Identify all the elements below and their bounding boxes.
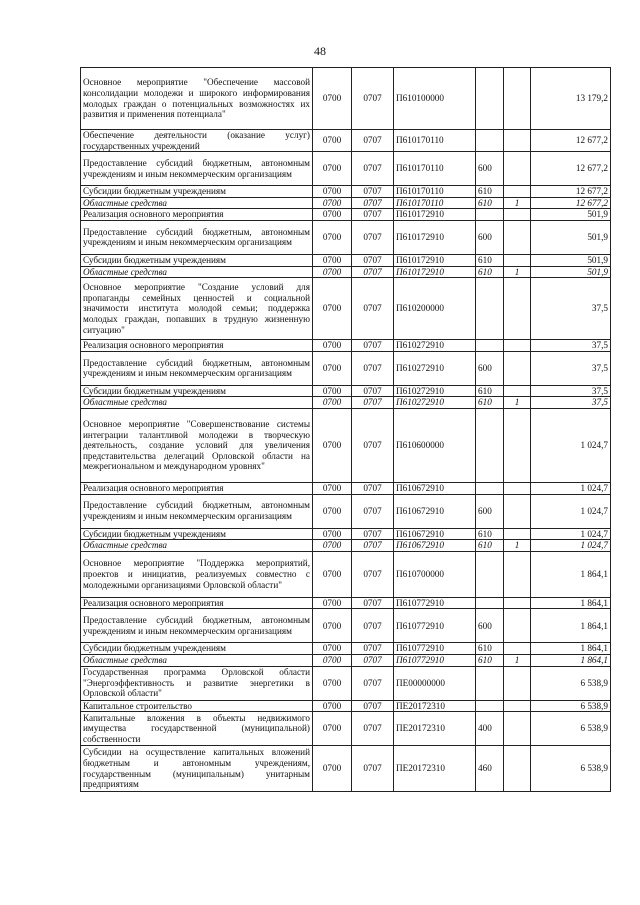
subsection-code-cell: 0707 — [352, 597, 394, 609]
amount-cell: 6 538,9 — [531, 700, 611, 712]
funding-source-cell: 1 — [504, 197, 531, 209]
funding-source-cell — [504, 351, 531, 385]
target-article-cell: П610672910 — [394, 540, 476, 552]
expense-type-cell — [476, 278, 504, 340]
table-row — [81, 654, 611, 666]
amount-cell: 12 677,2 — [531, 197, 611, 209]
expense-name-cell: Обеспечение деятельности (оказание услуг) государственных учреждений — [81, 130, 313, 152]
expense-type-cell: 600 — [476, 609, 504, 643]
table-row — [81, 351, 611, 385]
subsection-code-cell: 0707 — [352, 540, 394, 552]
section-code-cell: 0700 — [313, 397, 352, 409]
section-code-cell: 0700 — [313, 254, 352, 266]
target-article-cell: П610772910 — [394, 609, 476, 643]
expense-name-cell: Субсидии бюджетным учреждениям — [81, 643, 313, 655]
target-article-cell: П610200000 — [394, 278, 476, 340]
section-code-cell: 0700 — [313, 266, 352, 278]
table-row — [81, 209, 611, 221]
subsection-code-cell: 0707 — [352, 266, 394, 278]
subsection-code-cell: 0707 — [352, 197, 394, 209]
amount-cell: 1 864,1 — [531, 597, 611, 609]
amount-cell: 1 024,7 — [531, 408, 611, 482]
amount-cell: 37,5 — [531, 385, 611, 397]
section-code-cell: 0700 — [313, 597, 352, 609]
expense-name-cell: Основное мероприятие "Создание условий для пропаганды семейных ценностей и социальной значимости института молодой семьи; поддержка молодых граждан, попавших в трудную жизненную ситуацию" — [81, 278, 313, 340]
amount-cell: 6 538,9 — [531, 746, 611, 792]
amount-cell: 37,5 — [531, 351, 611, 385]
subsection-code-cell: 0707 — [352, 551, 394, 597]
target-article-cell: П610172910 — [394, 220, 476, 254]
table-row — [81, 408, 611, 482]
target-article-cell: П610170110 — [394, 152, 476, 186]
expense-name-cell: Реализация основного мероприятия — [81, 597, 313, 609]
expense-type-cell — [476, 408, 504, 482]
subsection-code-cell: 0707 — [352, 408, 394, 482]
target-article-cell: П610772910 — [394, 597, 476, 609]
section-code-cell: 0700 — [313, 408, 352, 482]
funding-source-cell — [504, 68, 531, 130]
section-code-cell: 0700 — [313, 130, 352, 152]
section-code-cell: 0700 — [313, 68, 352, 130]
subsection-code-cell: 0707 — [352, 351, 394, 385]
target-article-cell: П610772910 — [394, 643, 476, 655]
funding-source-cell — [504, 340, 531, 352]
target-article-cell: П610672910 — [394, 494, 476, 528]
expense-type-cell: 400 — [476, 712, 504, 746]
table-row — [81, 700, 611, 712]
expense-type-cell — [476, 482, 504, 494]
target-article-cell: ПЕ20172310 — [394, 746, 476, 792]
table-row — [81, 609, 611, 643]
table-row — [81, 152, 611, 186]
table-row — [81, 266, 611, 278]
subsection-code-cell: 0707 — [352, 254, 394, 266]
funding-source-cell — [504, 700, 531, 712]
expense-name-cell: Капитальные вложения в объекты недвижимого имущества государственной (муниципальной) собственности — [81, 712, 313, 746]
amount-cell: 37,5 — [531, 397, 611, 409]
expense-name-cell: Субсидии бюджетным учреждениям — [81, 186, 313, 198]
amount-cell: 1 864,1 — [531, 654, 611, 666]
subsection-code-cell: 0707 — [352, 654, 394, 666]
target-article-cell: П610172910 — [394, 209, 476, 221]
section-code-cell: 0700 — [313, 197, 352, 209]
target-article-cell: П610272910 — [394, 385, 476, 397]
table-row — [81, 666, 611, 700]
expense-type-cell: 610 — [476, 528, 504, 540]
amount-cell: 37,5 — [531, 340, 611, 352]
funding-source-cell — [504, 278, 531, 340]
funding-source-cell — [504, 254, 531, 266]
budget-table — [80, 67, 611, 792]
funding-source-cell — [504, 385, 531, 397]
section-code-cell: 0700 — [313, 551, 352, 597]
table-row — [81, 278, 611, 340]
section-code-cell: 0700 — [313, 654, 352, 666]
subsection-code-cell: 0707 — [352, 130, 394, 152]
expense-type-cell — [476, 340, 504, 352]
expense-name-cell: Реализация основного мероприятия — [81, 340, 313, 352]
expense-name-cell: Предоставление субсидий бюджетным, автономным учреждениям и иным некоммерческим организациям — [81, 152, 313, 186]
expense-name-cell: Реализация основного мероприятия — [81, 209, 313, 221]
expense-name-cell: Предоставление субсидий бюджетным, автономным учреждениям и иным некоммерческим организациям — [81, 351, 313, 385]
section-code-cell: 0700 — [313, 528, 352, 540]
subsection-code-cell: 0707 — [352, 609, 394, 643]
subsection-code-cell: 0707 — [352, 340, 394, 352]
expense-name-cell: Областные средства — [81, 654, 313, 666]
amount-cell: 12 677,2 — [531, 152, 611, 186]
expense-type-cell — [476, 68, 504, 130]
expense-name-cell: Областные средства — [81, 266, 313, 278]
funding-source-cell: 1 — [504, 654, 531, 666]
funding-source-cell — [504, 482, 531, 494]
expense-type-cell — [476, 209, 504, 221]
expense-type-cell: 460 — [476, 746, 504, 792]
section-code-cell: 0700 — [313, 209, 352, 221]
target-article-cell: П610272910 — [394, 397, 476, 409]
expense-name-cell: Областные средства — [81, 540, 313, 552]
funding-source-cell — [504, 712, 531, 746]
subsection-code-cell: 0707 — [352, 278, 394, 340]
table-row — [81, 340, 611, 352]
section-code-cell: 0700 — [313, 351, 352, 385]
target-article-cell: П610172910 — [394, 254, 476, 266]
table-row — [81, 197, 611, 209]
expense-type-cell — [476, 666, 504, 700]
subsection-code-cell: 0707 — [352, 712, 394, 746]
expense-type-cell: 610 — [476, 254, 504, 266]
table-row — [81, 597, 611, 609]
subsection-code-cell: 0707 — [352, 385, 394, 397]
target-article-cell: П610100000 — [394, 68, 476, 130]
funding-source-cell — [504, 220, 531, 254]
subsection-code-cell: 0707 — [352, 209, 394, 221]
expense-type-cell: 600 — [476, 351, 504, 385]
subsection-code-cell: 0707 — [352, 746, 394, 792]
section-code-cell: 0700 — [313, 746, 352, 792]
expense-name-cell: Капитальное строительство — [81, 700, 313, 712]
subsection-code-cell: 0707 — [352, 220, 394, 254]
subsection-code-cell: 0707 — [352, 186, 394, 198]
expense-name-cell: Основное мероприятие "Обеспечение массовой консолидации молодежи и широкого информирования молодых граждан о потенциальных возможностях их развития и применения потенциала" — [81, 68, 313, 130]
section-code-cell: 0700 — [313, 220, 352, 254]
amount-cell: 1 024,7 — [531, 494, 611, 528]
subsection-code-cell: 0707 — [352, 528, 394, 540]
target-article-cell: П610672910 — [394, 482, 476, 494]
section-code-cell: 0700 — [313, 494, 352, 528]
target-article-cell: П610772910 — [394, 654, 476, 666]
funding-source-cell — [504, 186, 531, 198]
subsection-code-cell: 0707 — [352, 152, 394, 186]
amount-cell: 1 864,1 — [531, 609, 611, 643]
expense-name-cell: Областные средства — [81, 397, 313, 409]
expense-name-cell: Субсидии бюджетным учреждениям — [81, 254, 313, 266]
amount-cell: 501,9 — [531, 254, 611, 266]
subsection-code-cell: 0707 — [352, 494, 394, 528]
expense-type-cell: 610 — [476, 385, 504, 397]
expense-name-cell: Субсидии бюджетным учреждениям — [81, 528, 313, 540]
amount-cell: 12 677,2 — [531, 130, 611, 152]
table-row — [81, 186, 611, 198]
expense-name-cell: Основное мероприятие "Поддержка мероприятий, проектов и инициатив, реализуемых совместно с молодежными организациями Орловской области" — [81, 551, 313, 597]
target-article-cell: П610600000 — [394, 408, 476, 482]
section-code-cell: 0700 — [313, 482, 352, 494]
subsection-code-cell: 0707 — [352, 482, 394, 494]
expense-type-cell: 610 — [476, 186, 504, 198]
section-code-cell: 0700 — [313, 540, 352, 552]
target-article-cell: П610672910 — [394, 528, 476, 540]
funding-source-cell — [504, 666, 531, 700]
funding-source-cell — [504, 528, 531, 540]
page-number: 48 — [314, 44, 326, 58]
table-row — [81, 528, 611, 540]
target-article-cell: ПЕ00000000 — [394, 666, 476, 700]
expense-type-cell — [476, 130, 504, 152]
subsection-code-cell: 0707 — [352, 397, 394, 409]
expense-type-cell: 610 — [476, 643, 504, 655]
section-code-cell: 0700 — [313, 700, 352, 712]
table-row — [81, 397, 611, 409]
section-code-cell: 0700 — [313, 340, 352, 352]
expense-name-cell: Предоставление субсидий бюджетным, автономным учреждениям и иным некоммерческим организациям — [81, 494, 313, 528]
subsection-code-cell: 0707 — [352, 666, 394, 700]
funding-source-cell — [504, 746, 531, 792]
target-article-cell: П610272910 — [394, 351, 476, 385]
section-code-cell: 0700 — [313, 278, 352, 340]
expense-type-cell — [476, 700, 504, 712]
expense-name-cell: Предоставление субсидий бюджетным, автономным учреждениям и иным некоммерческим организациям — [81, 609, 313, 643]
amount-cell: 13 179,2 — [531, 68, 611, 130]
expense-type-cell: 610 — [476, 197, 504, 209]
amount-cell: 37,5 — [531, 278, 611, 340]
subsection-code-cell: 0707 — [352, 68, 394, 130]
expense-type-cell — [476, 551, 504, 597]
expense-name-cell: Государственная программа Орловской области "Энергоэффективность и развитие энергетики в Орловской области" — [81, 666, 313, 700]
funding-source-cell — [504, 209, 531, 221]
amount-cell: 501,9 — [531, 220, 611, 254]
funding-source-cell: 1 — [504, 266, 531, 278]
expense-type-cell: 600 — [476, 494, 504, 528]
amount-cell: 6 538,9 — [531, 712, 611, 746]
expense-name-cell: Областные средства — [81, 197, 313, 209]
target-article-cell: П610170110 — [394, 130, 476, 152]
section-code-cell: 0700 — [313, 385, 352, 397]
section-code-cell: 0700 — [313, 152, 352, 186]
expense-type-cell — [476, 597, 504, 609]
expense-type-cell: 610 — [476, 397, 504, 409]
funding-source-cell — [504, 551, 531, 597]
funding-source-cell — [504, 597, 531, 609]
funding-source-cell — [504, 130, 531, 152]
table-row — [81, 482, 611, 494]
amount-cell: 1 024,7 — [531, 540, 611, 552]
amount-cell: 6 538,9 — [531, 666, 611, 700]
section-code-cell: 0700 — [313, 712, 352, 746]
budget-table-body — [81, 68, 611, 792]
section-code-cell: 0700 — [313, 643, 352, 655]
table-row — [81, 551, 611, 597]
table-row — [81, 643, 611, 655]
expense-type-cell: 610 — [476, 540, 504, 552]
expense-type-cell: 610 — [476, 654, 504, 666]
table-row — [81, 385, 611, 397]
expense-name-cell: Субсидии на осуществление капитальных вложений бюджетным и автономным учреждениям, государственным (муниципальным) унитарным предприятиям — [81, 746, 313, 792]
funding-source-cell — [504, 408, 531, 482]
subsection-code-cell: 0707 — [352, 700, 394, 712]
section-code-cell: 0700 — [313, 609, 352, 643]
table-row — [81, 254, 611, 266]
target-article-cell: П610170110 — [394, 186, 476, 198]
target-article-cell: П610272910 — [394, 340, 476, 352]
table-row — [81, 130, 611, 152]
target-article-cell: ПЕ20172310 — [394, 700, 476, 712]
table-row — [81, 494, 611, 528]
amount-cell: 1 864,1 — [531, 643, 611, 655]
table-row — [81, 540, 611, 552]
funding-source-cell: 1 — [504, 397, 531, 409]
funding-source-cell — [504, 494, 531, 528]
funding-source-cell — [504, 152, 531, 186]
amount-cell: 501,9 — [531, 266, 611, 278]
funding-source-cell — [504, 643, 531, 655]
table-row — [81, 220, 611, 254]
subsection-code-cell: 0707 — [352, 643, 394, 655]
amount-cell: 1 864,1 — [531, 551, 611, 597]
table-row — [81, 746, 611, 792]
funding-source-cell — [504, 609, 531, 643]
target-article-cell: ПЕ20172310 — [394, 712, 476, 746]
section-code-cell: 0700 — [313, 666, 352, 700]
target-article-cell: П610700000 — [394, 551, 476, 597]
amount-cell: 501,9 — [531, 209, 611, 221]
table-row — [81, 712, 611, 746]
expense-name-cell: Предоставление субсидий бюджетным, автономным учреждениям и иным некоммерческим организациям — [81, 220, 313, 254]
expense-type-cell: 600 — [476, 220, 504, 254]
amount-cell: 1 024,7 — [531, 528, 611, 540]
expense-type-cell: 600 — [476, 152, 504, 186]
amount-cell: 1 024,7 — [531, 482, 611, 494]
section-code-cell: 0700 — [313, 186, 352, 198]
amount-cell: 12 677,2 — [531, 186, 611, 198]
expense-name-cell: Субсидии бюджетным учреждениям — [81, 385, 313, 397]
table-row — [81, 68, 611, 130]
expense-type-cell: 610 — [476, 266, 504, 278]
expense-name-cell: Основное мероприятие "Совершенствование системы интеграции талантливой молодежи в творческую деятельность, создание условий для увеличения представительства делегаций Орловской области на межрегиональном и международном уровнях" — [81, 408, 313, 482]
funding-source-cell: 1 — [504, 540, 531, 552]
target-article-cell: П610172910 — [394, 266, 476, 278]
expense-name-cell: Реализация основного мероприятия — [81, 482, 313, 494]
target-article-cell: П610170110 — [394, 197, 476, 209]
